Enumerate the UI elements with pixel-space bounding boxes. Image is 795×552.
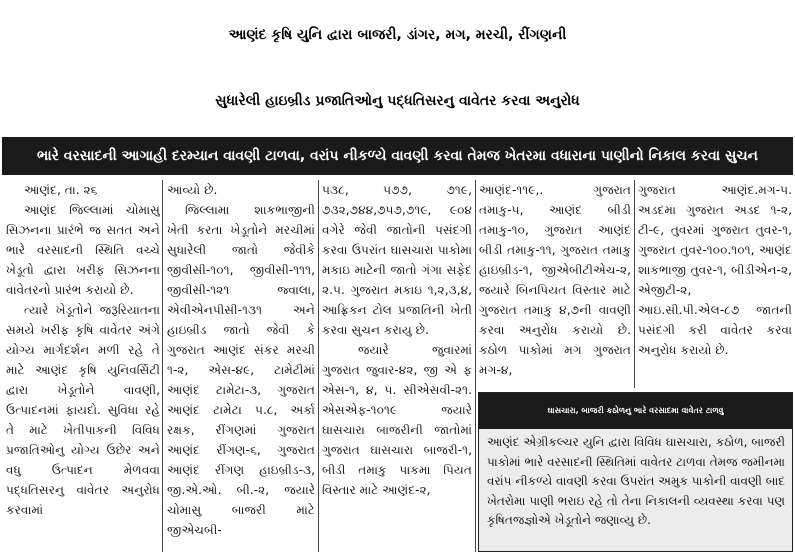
sidebar-box-body: આણંદ એગ્રીકલ્ચર યુનિ દ્વારા વિવિધ ઘાસચારા, કઠોળ, બાજરી પાકોમાં ભારે વરસાદની સ્થિતિમાં વાવેતર ટાળવા તેમજ જમીનમા વરાંપ નીકળ્યે વાવણી કરવા ઉપરાંત અમુક પાકોની વાવણી બાદ ખેતરોમા પાણી ભરાઇ રહે તો તેના નિકાલની વ્યવસ્થા કરવા પણ કૃષિતજજ્ઞોએ ખેડૂતોને જણાવ્યુ છે.	[487, 435, 785, 527]
column-divider	[475, 180, 476, 552]
article-column-1	[6, 180, 160, 552]
headline-line-1: આણંદ કૃષિ યુનિ દ્વારા બાજરી, ડાંગર, મગ, મરચી, રીંગણની	[228, 27, 567, 43]
paragraph: જિલ્લામા શાકભાજીની ખેતી કરતા ખેડૂતોને મરચીમાં સુધારેલી જાતો જેવીકે જીવીસી-૧૦૧, જીવીસી-૧૧૧, જીવીસી-૧૨૧ જ્વાલા, એવીએનપીસી-૧૩૧ અને હાઇબ્રીડ જાતો જેવી કે ગુજરાત આણંદ સંકર મરચી ૧-૨, એસ-૪૯, ટામેટીમાં આણંદ ટામેટા-૩, ગુજરાત આણંદ ટામેટા ૫.૮, અર્કા રક્ષક, રીંગણમાં ગુજરાત આણંદ રીંગણ-૬, ગુજરાત આણંદ રીંગણ હાઇબ્રીડ-૩, જી.એ.ઓ. બી.-૨, જયારે ચોમાસુ બાજરી માટે જીએચબી-	[167, 203, 315, 537]
subheadline-text: ભારે વરસાદની આગાહી દરમ્યાન વાવણી ટાળવા, વરાંપ નીકળ્યે વાવણી કરવા તેમજ ખેતરમા વધારાના પાણીનો નિકાલ કરવા સુચન	[37, 148, 758, 164]
article-column-4	[479, 180, 631, 388]
sidebar-box	[478, 392, 793, 552]
article-column-2	[167, 180, 315, 552]
paragraph: ત્યારે ખેડૂતોને જરૂરિયાતના સમયે ખરીફ કૃષિ વાવેતર અંગે યોગ્ય માર્ગદર્શન મળી રહે તે માટે આણંદ કૃષિ યુનિવર્સિટી દ્વારા ખેડૂતોને વાવણી, ઉત્પાદનમાં ફાયદો. સુવિધા રહે તે માટે ખેતીપાકની વિવિધ પ્રજાતિઓનુ યોગ્ય ઉછેર અને વધુ ઉત્પાદન મેળવવા પદ્ધતિસરનુ વાવેતર અનુરોધ કરવામાં	[6, 303, 160, 517]
paragraph: આણંદ-૧૧૯,. ગુજરાત તમાકુ-૫, આણંદ બીડી તમાકુ-૧૦, ગુજરાત આણંદ બીડી તમાકુ-૧૧, ગુજરાત તમાકુ હાઇબ્રીડ-૧, જીએબીટીએચ-૨, જયારે બિનપિયત વિસ્તાર માટે ગુજરાત તમાકુ ૪,૭ની વાવણી કરવા અનુરોધ કરાયો છે. કઠોળ પાકોમાં મગ ગુજરાત મગ-૪,	[479, 183, 631, 377]
paragraph: આણંદ જિલ્લામાં ચોમાસુ સિઝનના પ્રારંભે જ સતત અને ભારે વરસાદની સ્થિતિ વચ્ચે ખેડૂતો દ્વારા ખરીફ સિઝનના વાવેતરનો પ્રારંભ કરાયો છે.	[6, 203, 160, 297]
paragraph: જયારે જુવારમાં ગુજરાત જુવાર-૪૨, જી એ ફ એસ-૧, ૪, ૫. સીએસવી-૨૧. એસએફ-૧૦૧૯ જયારે ઘાસચારા બાજરીની જાતોમાં ગુજરાત ઘાસચારા બાજરી-૧, બીડી તમાકુ પાકમા પિયત વિસ્તાર માટે આણંદ-૨,	[322, 343, 472, 497]
dateline: આણંદ, તા. ૨૬	[24, 183, 98, 197]
paragraph: ૫૩૮, ૫૭૭, ૭૧૯, ૭૩૨,૭૪૪,૭૫૭,૭૧૯, ૯૦૪ વગેરે જેવી જાતોની પસંદગી કરવા ઉપરાંત ઘાસચારા પાકોમા મકાઇ માટેની જાતો ગંગા સફેદ ૨.૫. ગુજરાત મકાઇ ૧,૨,૩,૪, આફ્રિકન ટોલ પ્રજાતિની ખેતી કરવા સુચન કરાયુ છે.	[322, 183, 472, 337]
article-column-3	[322, 180, 472, 552]
sidebar-box-title: ઘાસચારા, બાજરી કઠોળનુ ભારે વરસાદમા વાવેતર ટાળવુ	[479, 393, 792, 429]
column-divider	[634, 180, 635, 388]
article-column-5	[638, 180, 792, 388]
paragraph: આવ્યો છે.	[167, 183, 218, 197]
column-divider	[162, 180, 163, 552]
column-divider	[318, 180, 319, 552]
headline-line-2: સુધારેલી હાઇબ્રીડ પ્રજાતિઓનુ પદ્ધતિસરનુ વાવેતર કરવા અનુરોધ	[215, 93, 580, 109]
subheadline-band	[2, 137, 793, 175]
paragraph: ગુજરાત આણંદ.મગ-૫. અડદમા ગુજરાત અડદ ૧-૨, ટી-૯, તુવરમાં ગુજરાત તુવર-૧, ગુજરાત તુવર-૧૦૦.૧૦૧, આણંદ શાકભાજી તુવર-૧, બીડીએન-૨, એજીટી-૨, આઇ.સી.પી.એલ-૮૭ જાતની પસંદગી કરી વાવેતર કરવા અનુરોધ કરાયો છે.	[638, 183, 792, 357]
